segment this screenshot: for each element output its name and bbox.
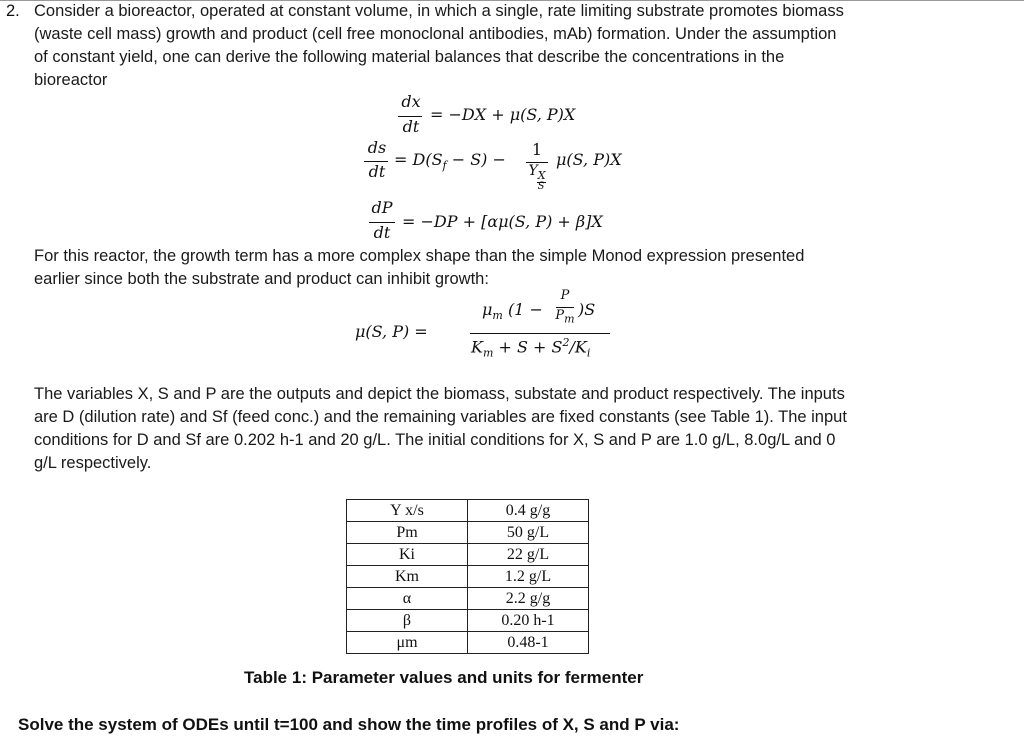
mu-den-sq: 2	[562, 336, 570, 349]
intro-line: of constant yield, one can derive the following material balances that describe the concentrations in the	[34, 48, 785, 66]
growth-line: For this reactor, the growth term has a more complex shape than the simple Monod expression presented	[34, 247, 805, 265]
eq3-rhs: = −DP + [αμ(S, P) + β]X	[402, 212, 603, 231]
mu-den-m: m	[482, 346, 494, 360]
mu-num-close: )S	[578, 300, 596, 319]
eq2-rhs	[394, 150, 506, 172]
eq2-tail: μ(S, P)X	[556, 150, 622, 169]
question-number: 2.	[6, 2, 20, 20]
eq2-rhs-b: − S) −	[446, 150, 506, 169]
param-value: 50 g/L	[468, 522, 589, 544]
mu-den-i: i	[586, 346, 591, 360]
param-value: 0.20 h-1	[468, 610, 589, 632]
eq2-rhs-a: = D(S	[394, 150, 443, 169]
table-row	[347, 566, 589, 588]
param-value: 22 g/L	[468, 544, 589, 566]
eq2-rhs-sub: f	[442, 159, 447, 173]
eq2-denominator: dt	[368, 162, 386, 181]
eq3-numerator: dP	[371, 198, 393, 217]
mu-den-k: K	[471, 337, 483, 357]
variables-line: The variables X, S and P are the outputs and depict the biomass, substate and product respectively. The inputs	[34, 385, 845, 403]
mu-num-open: (1 −	[507, 300, 543, 319]
param-name: α	[347, 588, 468, 610]
param-name: Y x/s	[347, 500, 468, 522]
mu-inner-m: m	[564, 312, 575, 326]
mu-inner-p: P	[555, 308, 565, 323]
param-value: 1.2 g/L	[468, 566, 589, 588]
table-row	[347, 522, 589, 544]
eq2-numerator: ds	[367, 138, 387, 157]
param-name: β	[347, 610, 468, 632]
intro-line: Consider a bioreactor, operated at constant volume, in which a single, rate limiting substrate promotes biomass	[34, 2, 844, 20]
table-row	[347, 632, 589, 654]
param-name: Ki	[347, 544, 468, 566]
eq2-yield-y: Y	[528, 163, 538, 179]
param-value: 0.4 g/g	[468, 500, 589, 522]
eq1-numerator: dx	[401, 92, 421, 111]
eq2-yield-x: X	[537, 168, 546, 182]
mu-denominator	[471, 336, 590, 360]
mu-lhs: μ(S, P) =	[355, 322, 428, 341]
mu-den-c: /K	[569, 337, 587, 357]
variables-line: conditions for D and Sf are 0.202 h-1 and 20 g/L. The initial conditions for X, S and P are 1.0 g/L, 8.0g/L and 0	[34, 431, 836, 449]
eq2-yield-denominator	[524, 163, 550, 182]
mu-num-m: m	[492, 309, 503, 323]
mu-num-mu: μ	[482, 300, 493, 319]
mu-inner-numerator: P	[560, 288, 570, 303]
intro-line: (waste cell mass) growth and product (cell free monoclonal antibodies, mAb) formation. Under the assumption	[34, 25, 837, 43]
eq3-denominator: dt	[373, 223, 391, 242]
eq1-rhs: = −DX + μ(S, P)X	[430, 105, 576, 124]
param-value: 2.2 g/g	[468, 588, 589, 610]
eq2-yield-s: S	[537, 181, 545, 192]
mu-inner-denominator	[552, 308, 578, 326]
param-value: 0.48-1	[468, 632, 589, 654]
param-name: μm	[347, 632, 468, 654]
table-row	[347, 544, 589, 566]
param-name: Pm	[347, 522, 468, 544]
param-name: Km	[347, 566, 468, 588]
task-statement: Solve the system of ODEs until t=100 and show the time profiles of X, S and P via:	[18, 715, 680, 734]
eq2-yield-numerator: 1	[531, 140, 543, 159]
mu-main-bar	[470, 333, 610, 334]
variables-line: g/L respectively.	[34, 454, 152, 472]
table-row	[347, 610, 589, 632]
table-row	[347, 500, 589, 522]
mu-numerator	[482, 300, 543, 322]
eq1-denominator: dt	[402, 117, 420, 136]
table-row	[347, 588, 589, 610]
intro-line: bioreactor	[34, 71, 108, 89]
growth-line: earlier since both the substrate and product can inhibit growth:	[34, 270, 489, 288]
variables-line: are D (dilution rate) and Sf (feed conc.) and the remaining variables are fixed constants (see Table 1). The input	[34, 408, 847, 426]
table-caption: Table 1: Parameter values and units for fermenter	[244, 668, 644, 687]
mu-den-b: + S + S	[493, 337, 563, 357]
parameter-table	[346, 499, 589, 654]
